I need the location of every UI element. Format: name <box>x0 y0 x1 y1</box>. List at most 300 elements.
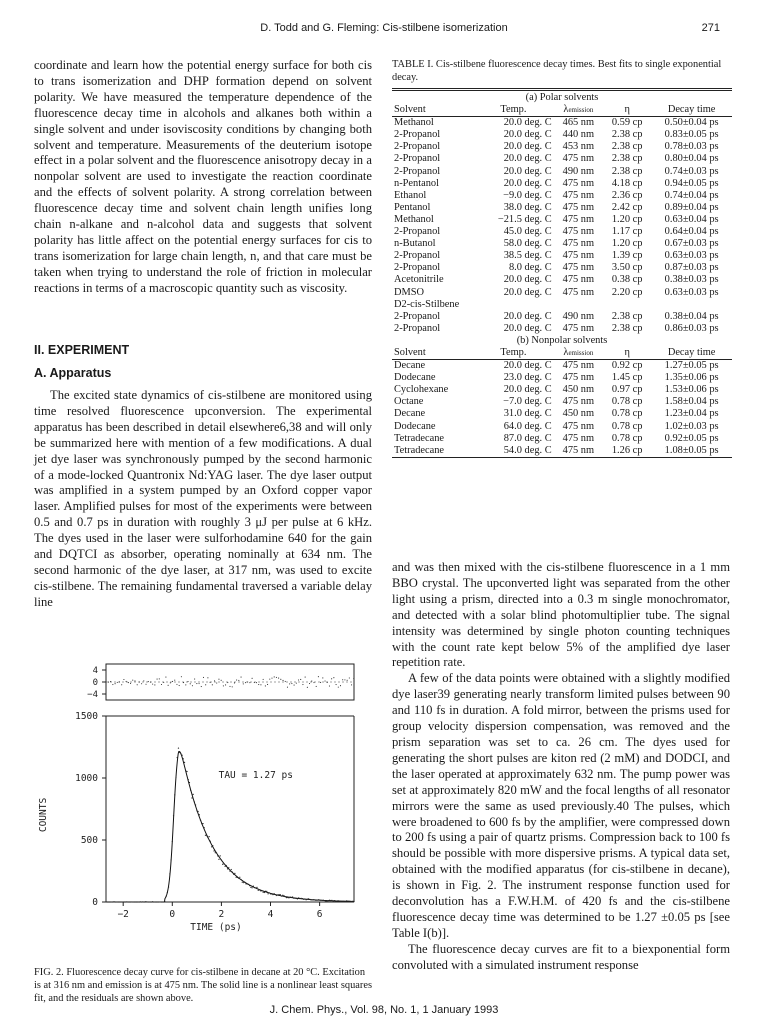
residual-point <box>316 686 317 687</box>
table-cell: 475 nm <box>562 262 595 274</box>
residual-point <box>163 682 164 683</box>
nonpolar-title-row <box>392 335 732 347</box>
data-point <box>310 899 311 900</box>
residual-tick-label: 0 <box>92 678 98 688</box>
data-point <box>202 823 203 824</box>
residual-point <box>278 678 279 679</box>
data-point <box>279 894 280 895</box>
residual-point <box>289 683 290 684</box>
table-row <box>392 408 732 420</box>
residual-point <box>176 684 177 685</box>
data-point <box>337 900 338 901</box>
data-point <box>120 901 121 902</box>
data-point <box>125 901 126 902</box>
data-point <box>258 890 259 891</box>
data-point <box>191 797 192 798</box>
data-point <box>222 864 223 865</box>
table-cell: Ethanol <box>394 189 427 201</box>
data-point <box>166 896 167 897</box>
data-point <box>323 900 324 901</box>
column-header: Solvent <box>392 347 473 360</box>
table-cell: 475 nm <box>562 189 595 201</box>
data-point <box>168 886 169 887</box>
residual-point <box>324 681 325 682</box>
table-cell: Pentanol <box>394 201 431 213</box>
data-point <box>267 893 268 894</box>
data-point <box>215 852 216 853</box>
data-point <box>155 901 156 902</box>
table-cell: 2-Propanol <box>394 141 441 153</box>
data-point <box>347 900 348 901</box>
table-cell: 0.38±0.03 ps <box>664 274 719 286</box>
table-cell: 2-Propanol <box>394 322 441 334</box>
residual-point <box>331 678 332 679</box>
data-point <box>196 810 197 811</box>
table-cell: 1.17 cp <box>611 226 643 238</box>
table-caption: TABLE I. Cis-stilbene fluorescence decay times. Best fits to single exponential decay. <box>392 59 722 83</box>
data-point <box>206 835 207 836</box>
data-point <box>193 794 194 795</box>
data-point <box>301 898 302 899</box>
table-cell: 8.0 deg. C <box>508 262 552 274</box>
table-cell: 475 nm <box>562 396 595 408</box>
data-point <box>107 901 108 902</box>
subsection-heading: A. Apparatus <box>34 366 112 380</box>
data-point <box>121 901 122 902</box>
residual-point <box>137 684 138 685</box>
residual-point <box>240 677 241 678</box>
residual-point <box>117 682 118 683</box>
data-point <box>226 865 227 866</box>
y-axis-label: COUNTS <box>38 797 49 833</box>
residual-point <box>353 678 354 679</box>
y-tick-label: 500 <box>80 835 98 846</box>
data-point <box>157 901 158 902</box>
table-cell: Octane <box>394 396 424 408</box>
table-cell: 0.38 cp <box>611 274 643 286</box>
data-point <box>158 901 159 902</box>
table-cell: 1.20 cp <box>611 213 643 225</box>
table-cell: 0.38±0.04 ps <box>664 310 719 322</box>
data-point <box>163 901 164 902</box>
data-point <box>232 872 233 873</box>
data-point <box>173 815 174 816</box>
table-cell: 450 nm <box>562 384 595 396</box>
table-cell: Acetonitrile <box>394 274 444 286</box>
table-row <box>392 141 732 153</box>
data-point <box>275 894 276 895</box>
residual-point <box>333 677 334 678</box>
table-cell: 0.80±0.04 ps <box>664 153 719 165</box>
residual-point <box>152 684 153 685</box>
table-cell: 20.0 deg. C <box>503 153 552 165</box>
table-cell: 2.38 cp <box>611 165 643 177</box>
data-point <box>197 811 198 812</box>
table-cell: DMSO <box>394 286 425 298</box>
residual-point <box>302 684 303 685</box>
table-row <box>392 129 732 141</box>
right-paragraph-2: A few of the data points were obtained with a slightly modified dye laser39 generating nearly transform limited pulses between 90 and 110 fs in duration. A fold mirror, between the prisms used for group velocity dispersion compensation, was removed and the prism separation was set to ca. 26 cm. The dyes used for generating the short pulses are kiton red (2 mM) and DODCI, and the laser operated at approximately 632 nm. The pump power was set at approximately 820 mW and the focal lengths of all resonator mirrors were the same as used previously.40 The pulses, which were broadened to 600 fs by the amplifier, were compressed down to 200 fs using a pair of quartz prisms. Compression back to 100 fs should be possible with more dispersive prisms. A typical data set, obtained with the modified apparatus (for cis-stilbene in decane), is shown in Fig. 2. The instrument response function used for deconvolution has a F.W.H.M. of 420 fs and the cis-stilbene fluorescence decay time was determined to be 1.27 ±0.05 ps [see Table I(b)]. <box>392 671 730 940</box>
data-point <box>238 878 239 879</box>
nonpolar-header-row <box>392 347 732 360</box>
data-point <box>309 899 310 900</box>
data-point <box>274 893 275 894</box>
data-point <box>139 901 140 902</box>
data-point <box>159 901 160 902</box>
data-point <box>130 901 131 902</box>
table-row <box>392 178 732 190</box>
data-point <box>145 901 146 902</box>
data-point <box>297 898 298 899</box>
table-cell: 20.0 deg. C <box>503 129 552 141</box>
data-point <box>143 901 144 902</box>
table-cell: 38.0 deg. C <box>503 201 552 213</box>
d2-label-row <box>392 299 732 311</box>
data-point <box>134 901 135 902</box>
residual-point <box>139 681 140 682</box>
table-cell: 4.18 cp <box>611 177 643 189</box>
data-point <box>346 900 347 901</box>
data-point <box>314 899 315 900</box>
fluorescence-decay-figure <box>34 652 374 954</box>
residual-point <box>267 684 268 685</box>
data-point <box>189 782 190 783</box>
residual-point <box>196 683 197 684</box>
x-tick-label: 2 <box>218 909 225 920</box>
residual-point <box>203 677 204 678</box>
table-cell: 475 nm <box>562 226 595 238</box>
residual-point <box>249 682 250 683</box>
table-cell: 2-Propanol <box>394 262 441 274</box>
data-point <box>112 901 113 902</box>
table-cell: 0.78 cp <box>611 396 643 408</box>
residual-point <box>320 682 321 683</box>
residual-point <box>210 682 211 683</box>
table-cell: 0.89±0.04 ps <box>664 201 719 213</box>
data-point <box>277 894 278 895</box>
residual-point <box>126 681 127 682</box>
residual-point <box>252 678 253 679</box>
y-tick-label: 1500 <box>75 711 98 722</box>
residual-point <box>130 683 131 684</box>
data-point <box>135 901 136 902</box>
residual-point <box>282 680 283 681</box>
residual-point <box>256 682 257 683</box>
decay-time-table <box>392 92 732 458</box>
data-point <box>282 895 283 896</box>
table-row <box>392 153 732 165</box>
residual-point <box>322 677 323 678</box>
table-cell: 2-Propanol <box>394 153 441 165</box>
residual-point <box>287 687 288 688</box>
column-header: Decay time <box>651 347 732 360</box>
table-row <box>392 190 732 202</box>
table-cell: 1.53±0.06 ps <box>664 384 719 396</box>
residual-point <box>143 680 144 681</box>
table-row <box>392 396 732 408</box>
data-point <box>118 901 119 902</box>
residual-point <box>225 684 226 685</box>
data-point <box>108 901 109 902</box>
table-cell: 2-Propanol <box>394 165 441 177</box>
data-point <box>140 901 141 902</box>
data-point <box>242 882 243 883</box>
data-point <box>184 762 185 763</box>
table-cell: 20.0 deg. C <box>503 322 552 334</box>
data-point <box>280 894 281 895</box>
data-point <box>302 898 303 899</box>
data-point <box>243 882 244 883</box>
data-point <box>119 901 120 902</box>
residual-point <box>336 684 337 685</box>
residual-point <box>271 678 272 679</box>
table-cell: n-Pentanol <box>394 177 440 189</box>
x-tick-label: 4 <box>267 909 274 920</box>
residual-point <box>342 679 343 680</box>
data-point <box>342 901 343 902</box>
data-point <box>290 896 291 897</box>
data-point <box>270 893 271 894</box>
table-cell: 0.83±0.05 ps <box>664 129 719 141</box>
table-cell: 440 nm <box>562 129 595 141</box>
residual-point <box>296 683 297 684</box>
residual-point <box>145 684 146 685</box>
table-cell: 31.0 deg. C <box>503 408 552 420</box>
table-cell: 453 nm <box>562 141 595 153</box>
data-point <box>210 841 211 842</box>
column-header: Decay time <box>651 104 732 117</box>
table-cell: 475 nm <box>562 360 595 372</box>
table-row <box>392 372 732 384</box>
table-row <box>392 274 732 286</box>
figure-caption: FIG. 2. Fluorescence decay curve for cis-stilbene in decane at 20 °C. Excitation is at 316 nm and emission is at 475 nm. The solid line is a nonlinear least squares fit, and the residuals are shown above. <box>34 967 373 1004</box>
table-cell: 20.0 deg. C <box>503 274 552 286</box>
column-header: η <box>603 347 651 360</box>
data-point <box>318 899 319 900</box>
data-point <box>156 901 157 902</box>
data-point <box>153 901 154 902</box>
data-point <box>131 901 132 902</box>
residual-point <box>172 681 173 682</box>
table-cell: 2.38 cp <box>611 129 643 141</box>
table-cell: 20.0 deg. C <box>503 177 552 189</box>
polar-header-row <box>392 104 732 117</box>
table-cell: 490 nm <box>562 165 595 177</box>
residual-point <box>157 679 158 680</box>
table-cell: 475 nm <box>562 274 595 286</box>
residual-point <box>183 682 184 683</box>
table-cell: Cyclohexane <box>394 384 449 396</box>
residual-point <box>168 685 169 686</box>
page-number: 271 <box>701 22 720 34</box>
data-point <box>350 901 351 902</box>
residual-point <box>245 682 246 683</box>
data-point <box>244 882 245 883</box>
table-cell: 0.92±0.05 ps <box>664 432 719 444</box>
data-point <box>259 889 260 890</box>
data-point <box>335 900 336 901</box>
table-cell: 58.0 deg. C <box>503 238 552 250</box>
data-point <box>169 873 170 874</box>
residual-point <box>205 684 206 685</box>
data-point <box>199 814 200 815</box>
table-row <box>392 445 732 458</box>
table-cell: 475 nm <box>562 177 595 189</box>
data-point <box>315 900 316 901</box>
data-point <box>320 900 321 901</box>
data-point <box>150 901 151 902</box>
data-point <box>142 901 143 902</box>
table-cell: 0.97 cp <box>611 384 643 396</box>
data-point <box>190 790 191 791</box>
data-point <box>132 901 133 902</box>
table-row <box>392 214 732 226</box>
table-row <box>392 250 732 262</box>
residual-tick-label: −4 <box>87 690 98 700</box>
data-point <box>152 901 153 902</box>
data-point <box>261 890 262 891</box>
data-point <box>333 900 334 901</box>
residual-point <box>329 685 330 686</box>
table-cell: 475 nm <box>562 153 595 165</box>
data-point <box>330 900 331 901</box>
residual-point <box>201 686 202 687</box>
table-cell: 0.63±0.03 ps <box>664 250 719 262</box>
data-point <box>299 898 300 899</box>
data-point <box>348 901 349 902</box>
data-point <box>317 900 318 901</box>
table-top-rule-2 <box>392 90 732 91</box>
x-tick-label: 0 <box>169 909 176 920</box>
data-point <box>288 897 289 898</box>
data-point <box>151 901 152 902</box>
table-cell: 0.74±0.04 ps <box>664 189 719 201</box>
residual-point <box>274 676 275 677</box>
data-point <box>207 837 208 838</box>
table-row <box>392 421 732 433</box>
table-cell: −9.0 deg. C <box>503 189 552 201</box>
data-point <box>217 855 218 856</box>
residual-point <box>236 679 237 680</box>
data-point <box>211 846 212 847</box>
table-row <box>392 166 732 178</box>
table-cell: 20.0 deg. C <box>503 117 552 129</box>
table-row <box>392 323 732 335</box>
data-point <box>291 897 292 898</box>
residual-point <box>280 679 281 680</box>
data-point <box>328 900 329 901</box>
table-cell: Dodecane <box>394 372 436 384</box>
data-point <box>286 897 287 898</box>
data-point <box>186 771 187 772</box>
residual-point <box>165 677 166 678</box>
table-cell: 0.78±0.03 ps <box>664 141 719 153</box>
running-title: D. Todd and G. Fleming: Cis-stilbene isomerization <box>260 22 508 34</box>
table-cell: 0.63±0.03 ps <box>664 286 719 298</box>
data-point <box>229 871 230 872</box>
left-column-apparatus <box>34 388 372 611</box>
table-top-rule <box>392 88 732 89</box>
data-point <box>321 900 322 901</box>
table-row <box>392 433 732 445</box>
data-point <box>164 901 165 902</box>
column-header: Temp. <box>473 347 554 360</box>
data-point <box>136 901 137 902</box>
table-cell: 2.38 cp <box>611 153 643 165</box>
d2-label-row-text: D2-cis-Stilbene <box>394 298 460 310</box>
data-point <box>266 891 267 892</box>
data-point <box>147 901 148 902</box>
table-row <box>392 360 732 373</box>
intro-paragraph: coordinate and learn how the potential energy surface for both cis to trans isomerization and DHP formation depend on solvent polarity. We have measured the temperature dependence of the fluorescence decay time in alcohols and alkanes both within a single solvent and under isoviscosity conditions by changing both solvent and temperature. Measurements of the deuterium isotope effect in a polar solvent and the fluorescence anisotropy decay in a nonpolar solvent are used to investigate the reaction coordinate and the effects of solvent polarity. A strong correlation between fluorescence decay time and solvent chain length unifies long chain n-alkane and n-alcohol data and suggests that solvent polarity has little affect on the potential energy surfaces for cis to trans isomerization for large chain length, n, and that care must be taken when trying to understand the role of friction in molecular reactions in terms of a macroscopic quantity such as viscosity. <box>34 58 372 295</box>
data-point <box>334 900 335 901</box>
table-cell: 45.0 deg. C <box>503 226 552 238</box>
residual-point <box>154 684 155 685</box>
data-point <box>329 900 330 901</box>
polar-title-row-text: (a) Polar solvents <box>525 92 599 103</box>
table-row <box>392 117 732 130</box>
data-point <box>296 898 297 899</box>
table-cell: 475 nm <box>562 213 595 225</box>
journal-footer: J. Chem. Phys., Vol. 98, No. 1, 1 January 1993 <box>269 1004 499 1016</box>
data-point <box>129 901 130 902</box>
residual-point <box>269 679 270 680</box>
residual-point <box>192 685 193 686</box>
table-cell: −7.0 deg. C <box>503 396 552 408</box>
data-point <box>148 901 149 902</box>
table-cell: 2-Propanol <box>394 310 441 322</box>
apparatus-paragraph: The excited state dynamics of cis-stilbene are monitored using time resolved fluorescence upconversion. The experimental apparatus has been described in detail elsewhere6,38 and will only be summarized here with mention of a few modifications. A dual jet dye laser was synchronously pumped by the second harmonic of a mode-locked Quantronix Nd:YAG laser. The dye laser output was amplified in a system pumped by an Oxford copper vapor laser. Amplified pulses for most of the experiments were between 0.5 and 0.7 ps in duration with roughly 3 μJ per pulse at 6 kHz. The dyes used in the laser were sulforhodamine 640 for the gain and DQTCI as absorber, operating nominally at 634 nm. The second harmonic of the dye laser, at 317 nm, was used to excite cis-stilbene. The remaining fundamental traversed a variable delay line <box>34 388 372 609</box>
data-point <box>167 892 168 893</box>
table-row <box>392 202 732 214</box>
residual-point <box>223 685 224 686</box>
residual-point <box>263 679 264 680</box>
residual-point <box>291 683 292 684</box>
table-cell: Tetradecane <box>394 444 445 456</box>
data-point <box>223 863 224 864</box>
residual-point <box>300 679 301 680</box>
table-cell: 2-Propanol <box>394 250 441 262</box>
data-point <box>228 867 229 868</box>
data-point <box>269 892 270 893</box>
table-cell: 38.5 deg. C <box>503 250 552 262</box>
data-point <box>287 897 288 898</box>
data-point <box>216 852 217 853</box>
residual-point <box>311 681 312 682</box>
data-point <box>170 859 171 860</box>
data-point <box>141 901 142 902</box>
table-cell: 0.63±0.04 ps <box>664 213 719 225</box>
column-header: Temp. <box>473 104 554 117</box>
right-paragraph-3: The fluorescence decay curves are fit to a biexponential form convoluted with a simulated instrument response <box>392 941 730 972</box>
data-point <box>183 758 184 759</box>
data-point <box>249 885 250 886</box>
data-point <box>237 877 238 878</box>
data-point <box>221 859 222 860</box>
table-cell: 475 nm <box>562 286 595 298</box>
data-point <box>247 883 248 884</box>
column-header: η <box>603 104 651 117</box>
residual-point <box>351 684 352 685</box>
data-point <box>239 877 240 878</box>
residual-point <box>159 678 160 679</box>
table-cell: 20.0 deg. C <box>503 165 552 177</box>
residual-point <box>112 684 113 685</box>
data-point <box>240 879 241 880</box>
table-cell: 23.0 deg. C <box>503 372 552 384</box>
table-cell: 475 nm <box>562 420 595 432</box>
column-header: λemission <box>554 347 603 360</box>
